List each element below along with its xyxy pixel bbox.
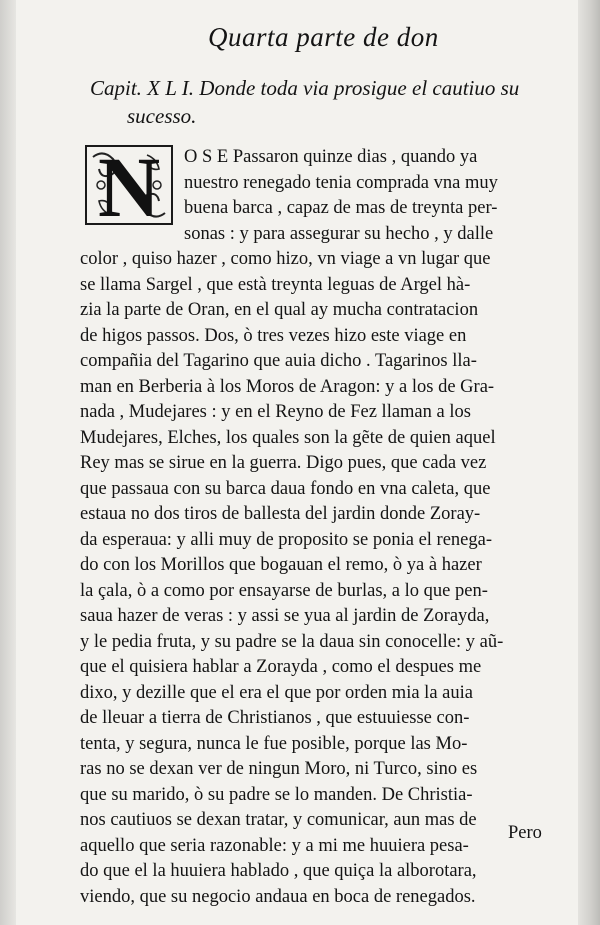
- text-line: de lleuar a tierra de Christianos , que estuuiesse con-: [80, 708, 470, 728]
- text-line: color , quiso hazer , como hizo, vn viage a vn lugar que: [80, 249, 491, 269]
- text-line: se llama Sargel , que està treynta leguas de Argel hà-: [80, 274, 471, 295]
- text-line: zia la parte de Oran, en el qual ay mucha contratacion: [80, 300, 479, 320]
- text-line: estaua no dos tiros de ballesta del jardin donde Zoray-: [80, 504, 481, 524]
- text-line: man en Berberia à los Moros de Aragon: y a los de Gra-: [80, 376, 495, 397]
- text-line: do con los Morillos que bogauan el remo, ò ya à hazer: [80, 555, 482, 575]
- text-line: saua hazer de veras : y assi se yua al jardin de Zorayda,: [80, 606, 490, 626]
- text-line: la çala, ò a como por ensayarse de burlas, a lo que pen-: [80, 580, 488, 601]
- text-line: que passaua con su barca daua fondo en vna caleta, que: [80, 478, 491, 499]
- catchword: Pero: [508, 823, 542, 843]
- text-line: compañia del Tagarino que auia dicho . Tagarinos lla-: [80, 351, 477, 371]
- text-line: do que el la huuiera hablado , que quiça la alborotara,: [80, 861, 477, 881]
- text-line: da esperaua: y alli muy de proposito se ponia el renega-: [80, 529, 492, 550]
- running-head: Quarta parte de don: [208, 22, 439, 52]
- text-line: Mudejares, Elches, los quales son la gẽte de quien aquel: [80, 427, 496, 448]
- text-line: viendo, que su negocio andaua en boca de renegados.: [80, 886, 476, 907]
- page-gutter-shadow: [0, 0, 16, 925]
- text-line: que su marido, ò su padre se lo manden. De Christia-: [80, 784, 473, 805]
- text-line: Rey mas se sirue en la guerra. Digo pues, que cada vez: [80, 453, 487, 473]
- text-line: de higos passos. Dos, ò tres vezes hizo este viage en: [80, 325, 467, 346]
- chapter-heading-line-2: sucesso.: [127, 104, 197, 128]
- text-line: y le pedia fruta, y su padre se la daua sin conocelle: y aũ-: [80, 631, 504, 652]
- text-line: nuestro renegado tenia comprada vna muy: [184, 172, 498, 193]
- text-line: ras no se dexan ver de ningun Moro, ni Turco, sino es: [80, 759, 478, 779]
- text-line: nada , Mudejares : y en el Reyno de Fez llaman a los: [80, 402, 471, 422]
- body-text: [80, 145, 555, 910]
- text-line: tenta, y segura, nunca le fue posible, porque las Mo-: [80, 733, 468, 754]
- page-edge-shadow: [578, 0, 600, 925]
- chapter-heading-line-1: Capit. X L I. Donde toda via prosigue el cautiuo su: [90, 76, 520, 100]
- drop-cap-letter: N: [97, 139, 161, 235]
- text-line: que el quisiera hablar a Zorayda , como el despues me: [80, 657, 482, 677]
- text-line: dixo, y dezille que el era el que por orden mia la auia: [80, 682, 473, 703]
- text-line: aquello que seria razonable: y a mi me huuiera pesa-: [80, 835, 469, 856]
- text-line: nos cautiuos se dexan tratar, y comunicar, aun mas de: [80, 810, 477, 830]
- decorated-initial: [85, 139, 173, 235]
- text-line: buena barca , capaz de mas de treynta per-: [184, 198, 498, 218]
- chapter-heading: [90, 74, 560, 130]
- text-line: O S E Passaron quinze dias , quando ya: [184, 147, 478, 167]
- text-line: sonas : y para assegurar su hecho , y dalle: [184, 223, 494, 244]
